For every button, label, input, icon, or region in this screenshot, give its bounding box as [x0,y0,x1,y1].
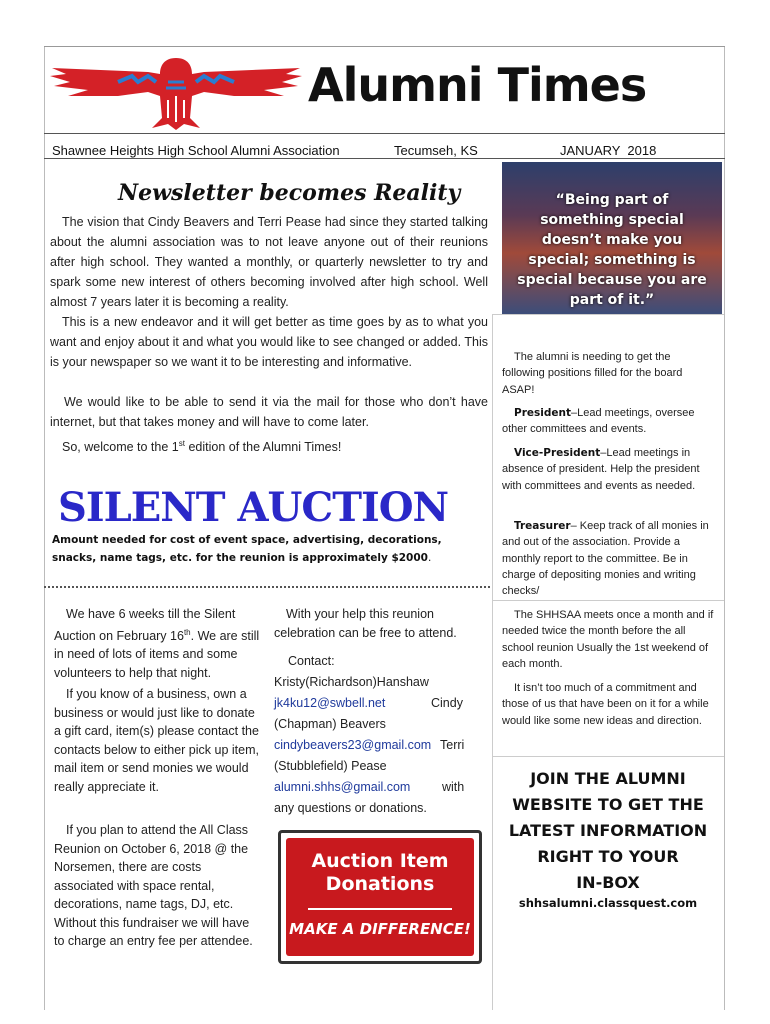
cta-line-4: RIGHT TO YOUR [537,847,679,866]
auction-cost-note-text: Amount needed for cost of event space, advertising, decorations, snacks, name tags, etc. for the reunion is approximately $2000 [52,534,442,564]
auction-cost-note-period: . [427,552,432,564]
donation-sign [278,830,482,964]
contact-email-kristy[interactable]: jk4ku12@swbell.net [274,696,386,710]
dotted-divider [44,586,490,588]
donation-sign-heading [286,850,474,896]
auction-cost-note [52,531,482,567]
meeting-info: The SHHSAA meets once a month and if needed twice the month before the all school reunion Usually the 1st weekend of each month. [502,609,714,670]
role-desc-president: –Lead meetings, oversee other committees and events. [502,407,695,436]
page-border-right [724,46,725,1010]
contact-name-cindy-last: (Chapman) Beavers [274,717,386,731]
board-intro: The alumni is needing to get the following positions filled for the board ASAP! [502,351,683,396]
welcome-text-a: So, welcome to the 1 [62,440,179,455]
contact-email-cindy[interactable]: cindybeavers23@gmail.com [274,738,432,752]
contact-name-terri-first: Terri [440,738,465,752]
sidebar-rule-2 [492,600,724,601]
donation-line-1: Auction Item [311,850,449,872]
silent-auction-title: SILENT AUCTION [58,484,449,531]
masthead-rule-bottom [44,158,725,159]
location: Tecumseh, KS [394,143,478,158]
donation-line-2: Donations [325,873,435,895]
cta-line-5: IN-BOX [576,873,640,892]
cta-line-1: JOIN THE ALUMNI [530,769,686,788]
contact-closing: any questions or donations. [274,801,427,815]
donation-tagline: MAKE A DIFFERENCE! [289,920,471,938]
donation-sign-panel [286,838,474,956]
board-role-vice-president [502,445,716,494]
welcome-text-b: edition of the Alumni Times! [184,440,342,455]
auction-p1-b: . We are still in need of lots of items and some volunteers to help that night. [54,628,260,680]
auction-p1-sup: th [183,627,191,637]
article-paragraph-2: This is a new endeavor and it will get better as time goes by as to what you want and enjoy about it and what you would like to see changed or added. This is your newspaper so we want it to be interesting and informative. [50,315,488,369]
article-paragraph-3: We would like to be able to send it via the mail for those who don’t have internet, but that takes money and will have to come later. [50,395,488,429]
contact-name-cindy-first: Cindy [431,696,463,710]
cta-line-2: WEBSITE TO GET THE [512,795,704,814]
contact-name-kristy: Kristy(Richardson)Hanshaw [274,675,429,689]
board-role-treasurer [502,518,716,599]
join-website-callout [496,766,720,896]
role-title-vice-president: Vice-President [514,447,601,459]
masthead-rule-top [44,133,725,134]
role-desc-treasurer: – Keep track of all monies in and out of the association. Provide a monthly report to the committee. Be in charge of depositing monies and writing checks/ [502,520,709,598]
role-title-president: President [514,407,571,419]
newsletter-title: Alumni Times [308,58,647,112]
contact-with: with [442,780,465,794]
cta-line-3: LATEST INFORMATION [508,821,708,840]
quote-text: “Being part of something special doesn’t make you special; something is special because you are part of it.” [517,192,707,308]
welcome-sup: st [178,439,185,448]
contact-name-terri-last: (Stubblefield) Pease [274,759,387,773]
auction-col1-paragraph-1 [54,605,260,682]
board-role-president [502,405,716,438]
page-border-left [44,46,45,1010]
website-link[interactable]: shhsalumni.classquest.com [518,896,698,910]
article-paragraph-4 [62,434,488,457]
contact-email-alumni[interactable]: alumni.shhs@gmail.com [274,780,411,794]
sidebar-rule-1 [492,314,724,315]
thunderbird-logo [48,52,304,132]
contact-label: Contact: [288,654,335,668]
commitment-info: It isn’t too much of a commitment and those of us that have been on it for a while would like some new ideas and direction. [502,682,709,727]
quote-image [502,162,722,314]
page-border-top [44,46,725,47]
auction-col2-paragraph-1: With your help this reunion celebration can be free to attend. [274,607,457,640]
role-desc-vice-president: –Lead meetings in absence of president. Help the president with committees and events as needed. [502,447,700,492]
sidebar-rule-3 [492,756,724,757]
issue-date: JANUARY 2018 [560,143,657,158]
association-name: Shawnee Heights High School Alumni Association [52,143,340,158]
article-heading: Newsletter becomes Reality [118,180,461,206]
column-divider [492,314,493,1010]
donation-sign-rule [308,908,452,910]
auction-p1-a: We have 6 weeks till the Silent Auction on February 16 [54,607,236,643]
role-title-treasurer: Treasurer [514,520,571,532]
auction-col1-paragraph-2: If you know of a business, own a business or would just like to donate a gift card, item(s) please contact the contacts below to either pick up item, mail item or send monies we would really appreciate it. [54,687,259,794]
article-paragraph-1: The vision that Cindy Beavers and Terri Pease had since they started talking about the alumni association was to not leave anyone out of their reunions after high school. They wanted a monthly, or quarterly newsletter to try and spark some new interest of others becoming involved after high school. Well almost 7 years later it is becoming a reality. [50,215,488,309]
auction-col1-paragraph-3: If you plan to attend the All Class Reunion on October 6, 2018 @ the Norsemen, there are costs associated with space rental, decorations, name tags, DJ, etc. Without this fundraiser we will have to charge an entry fee per attendee. [54,823,253,948]
